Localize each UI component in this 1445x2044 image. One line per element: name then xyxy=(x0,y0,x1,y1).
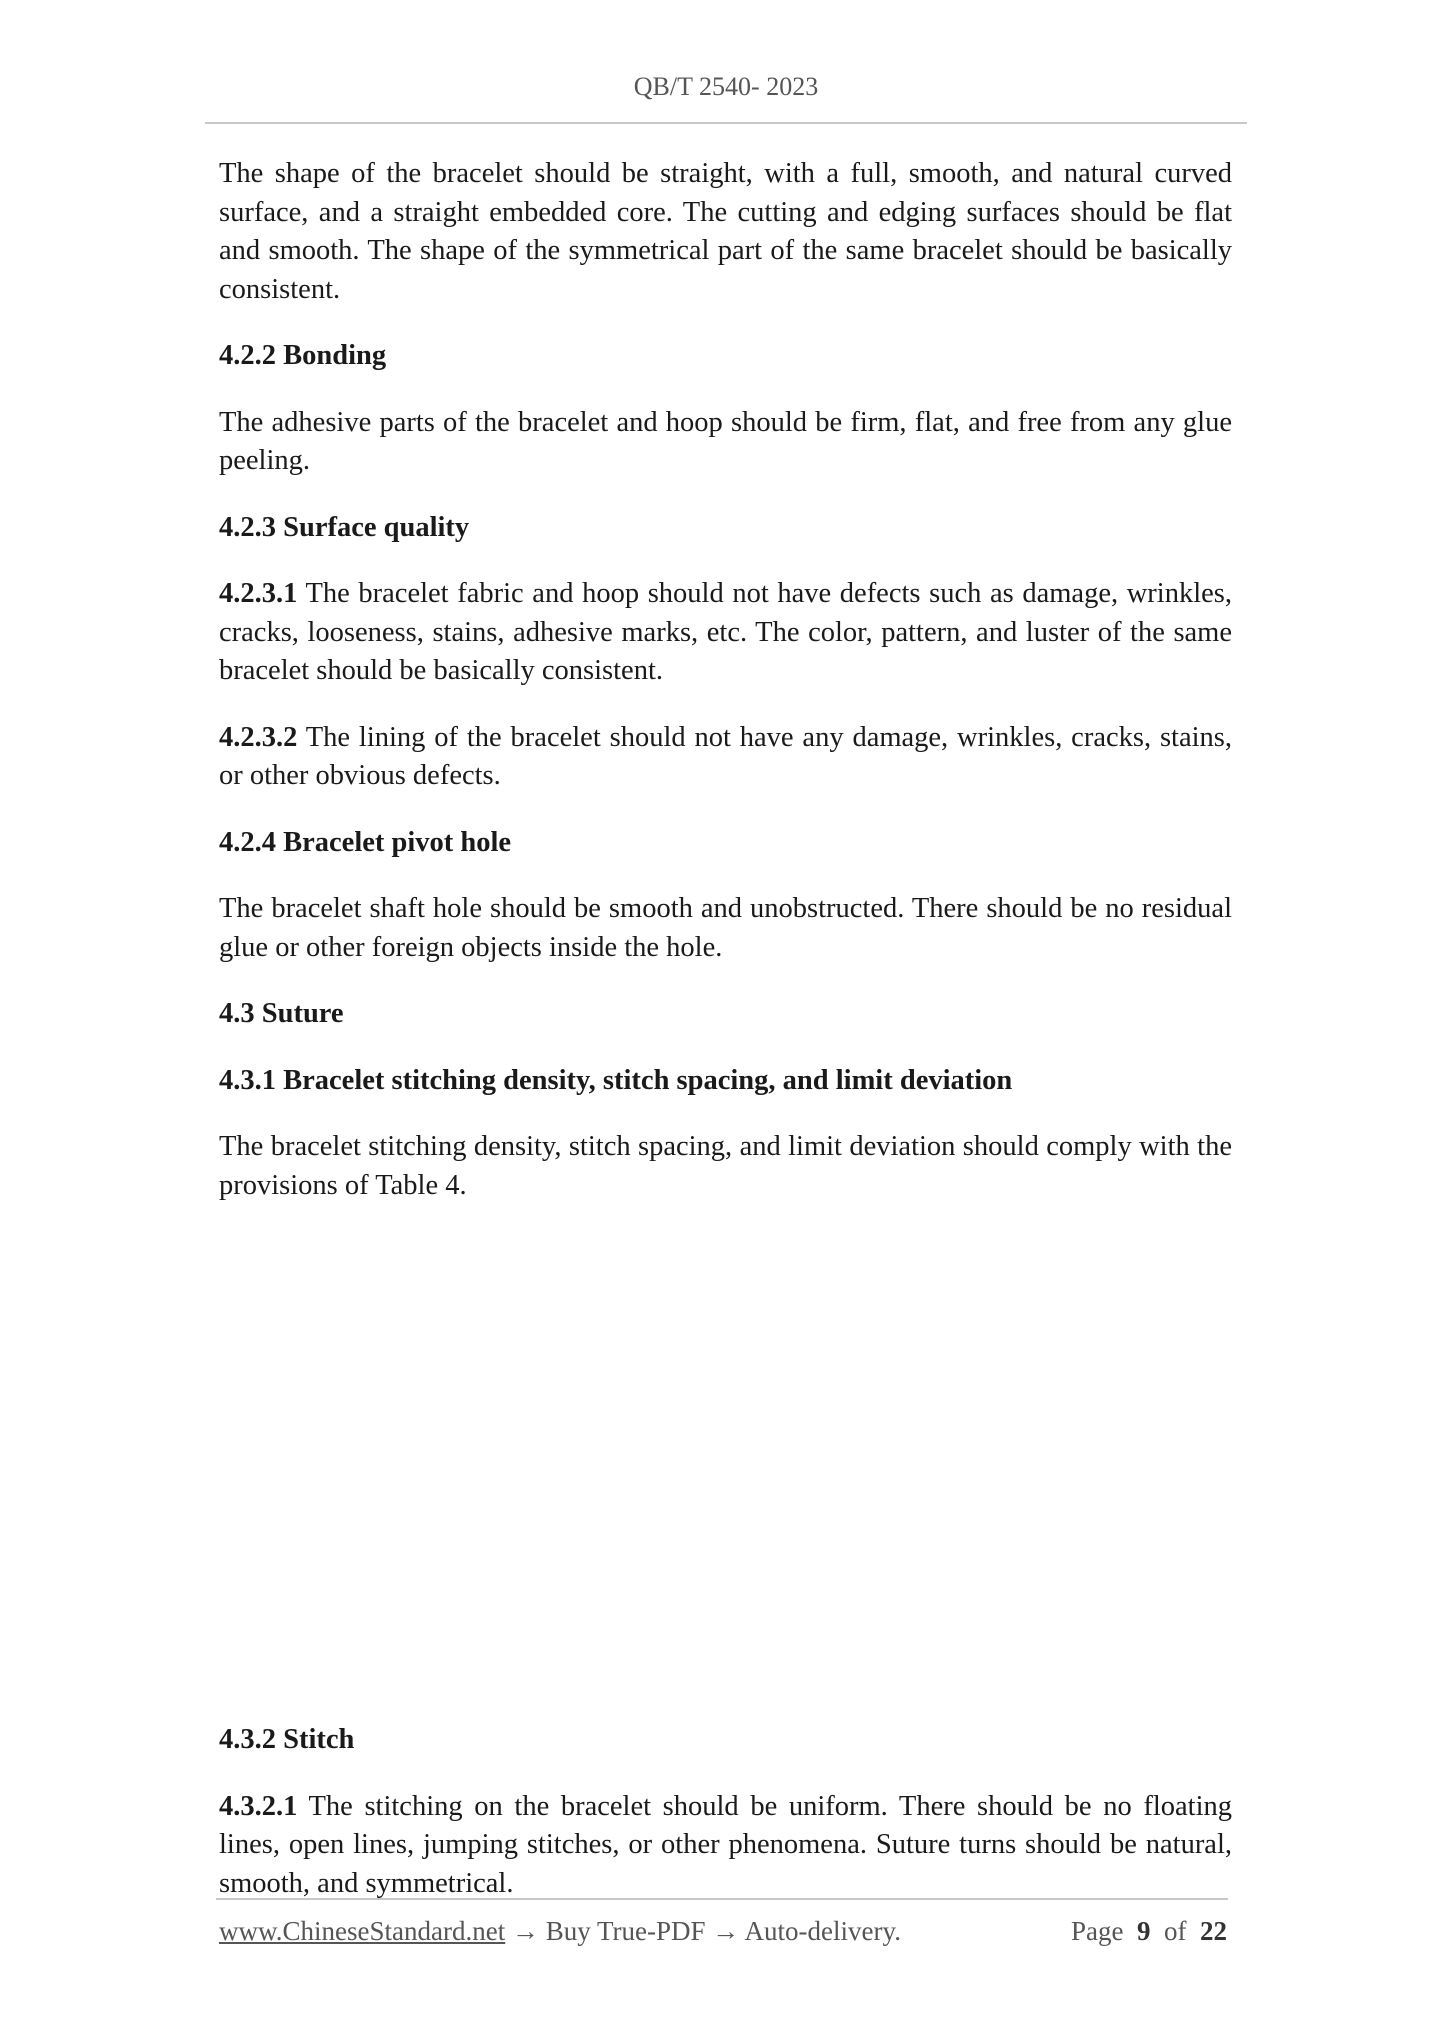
page-footer xyxy=(219,1916,1227,1952)
heading-4-3: 4.3 Suture xyxy=(219,998,344,1029)
blank-space xyxy=(219,1233,1232,1721)
auto-delivery-text: Auto-delivery. xyxy=(744,1916,901,1946)
clause-number-4-2-3-2: 4.2.3.2 xyxy=(219,721,298,753)
of-label: of xyxy=(1164,1916,1187,1946)
paragraph-4-3-2-1 xyxy=(219,1788,1232,1904)
clause-text-4-2-3-2: The lining of the bracelet should not have any damage, wrinkles, cracks, stains, or other obvious defects. xyxy=(219,721,1232,791)
paragraph-4-2-3-1 xyxy=(219,575,1232,691)
document-body xyxy=(219,155,1232,1931)
page-label: Page xyxy=(1071,1916,1124,1946)
footer-divider xyxy=(216,1898,1228,1900)
heading-4-3-2: 4.3.2 Stitch xyxy=(219,1724,355,1755)
clause-number-4-3-2-1: 4.3.2.1 xyxy=(219,1790,298,1822)
heading-4-2-3: 4.2.3 Surface quality xyxy=(219,511,470,543)
paragraph-pivot-hole: The bracelet shaft hole should be smooth and unobstructed. There should be no residual glue or other foreign objects inside the hole. xyxy=(219,893,1232,963)
clause-number-4-2-3-1: 4.2.3.1 xyxy=(219,578,298,609)
footer-promo xyxy=(219,1916,901,1947)
paragraph-bonding: The adhesive parts of the bracelet and hoop should be firm, flat, and free from any glue peeling. xyxy=(219,406,1232,476)
clause-text-4-2-3-1: The bracelet fabric and hoop should not have defects such as damage, wrinkles, cracks, looseness, stains, adhesive marks, etc. The color, pattern, and luster of the same bracelet should be basically consistent. xyxy=(219,578,1232,686)
buy-pdf-text: Buy True-PDF xyxy=(545,1916,706,1946)
heading-4-2-2: 4.2.2 Bonding xyxy=(219,340,387,371)
paragraph-shape: The shape of the bracelet should be straight, with a full, smooth, and natural curved surface, and a straight embedded core. The cutting and edging surfaces should be flat and smooth. The shape of the symmetrical part of the same bracelet should be basically consistent. xyxy=(219,158,1232,305)
paragraph-stitching-density: The bracelet stitching density, stitch spacing, and limit deviation should comply with the provisions of Table 4. xyxy=(219,1131,1232,1201)
header-divider xyxy=(205,122,1247,124)
arrow-right-icon: → xyxy=(505,1916,546,1946)
page-number xyxy=(1071,1916,1227,1947)
website-link[interactable]: www.ChineseStandard.net xyxy=(219,1916,506,1946)
paragraph-4-2-3-2 xyxy=(219,719,1232,796)
document-header: QB/T 2540- 2023 xyxy=(633,72,819,101)
heading-4-3-1: 4.3.1 Bracelet stitching density, stitch spacing, and limit deviation xyxy=(219,1064,1013,1096)
heading-4-2-4: 4.2.4 Bracelet pivot hole xyxy=(219,826,512,858)
arrow-right-icon: → xyxy=(705,1916,745,1946)
clause-text-4-3-2-1: The stitching on the bracelet should be uniform. There should be no floating lines, open lines, jumping stitches, or other phenomena. Suture turns should be natural, smooth, and symmetrical. xyxy=(219,1790,1232,1899)
page-current: 9 xyxy=(1137,1916,1151,1946)
page-total: 22 xyxy=(1200,1916,1227,1946)
